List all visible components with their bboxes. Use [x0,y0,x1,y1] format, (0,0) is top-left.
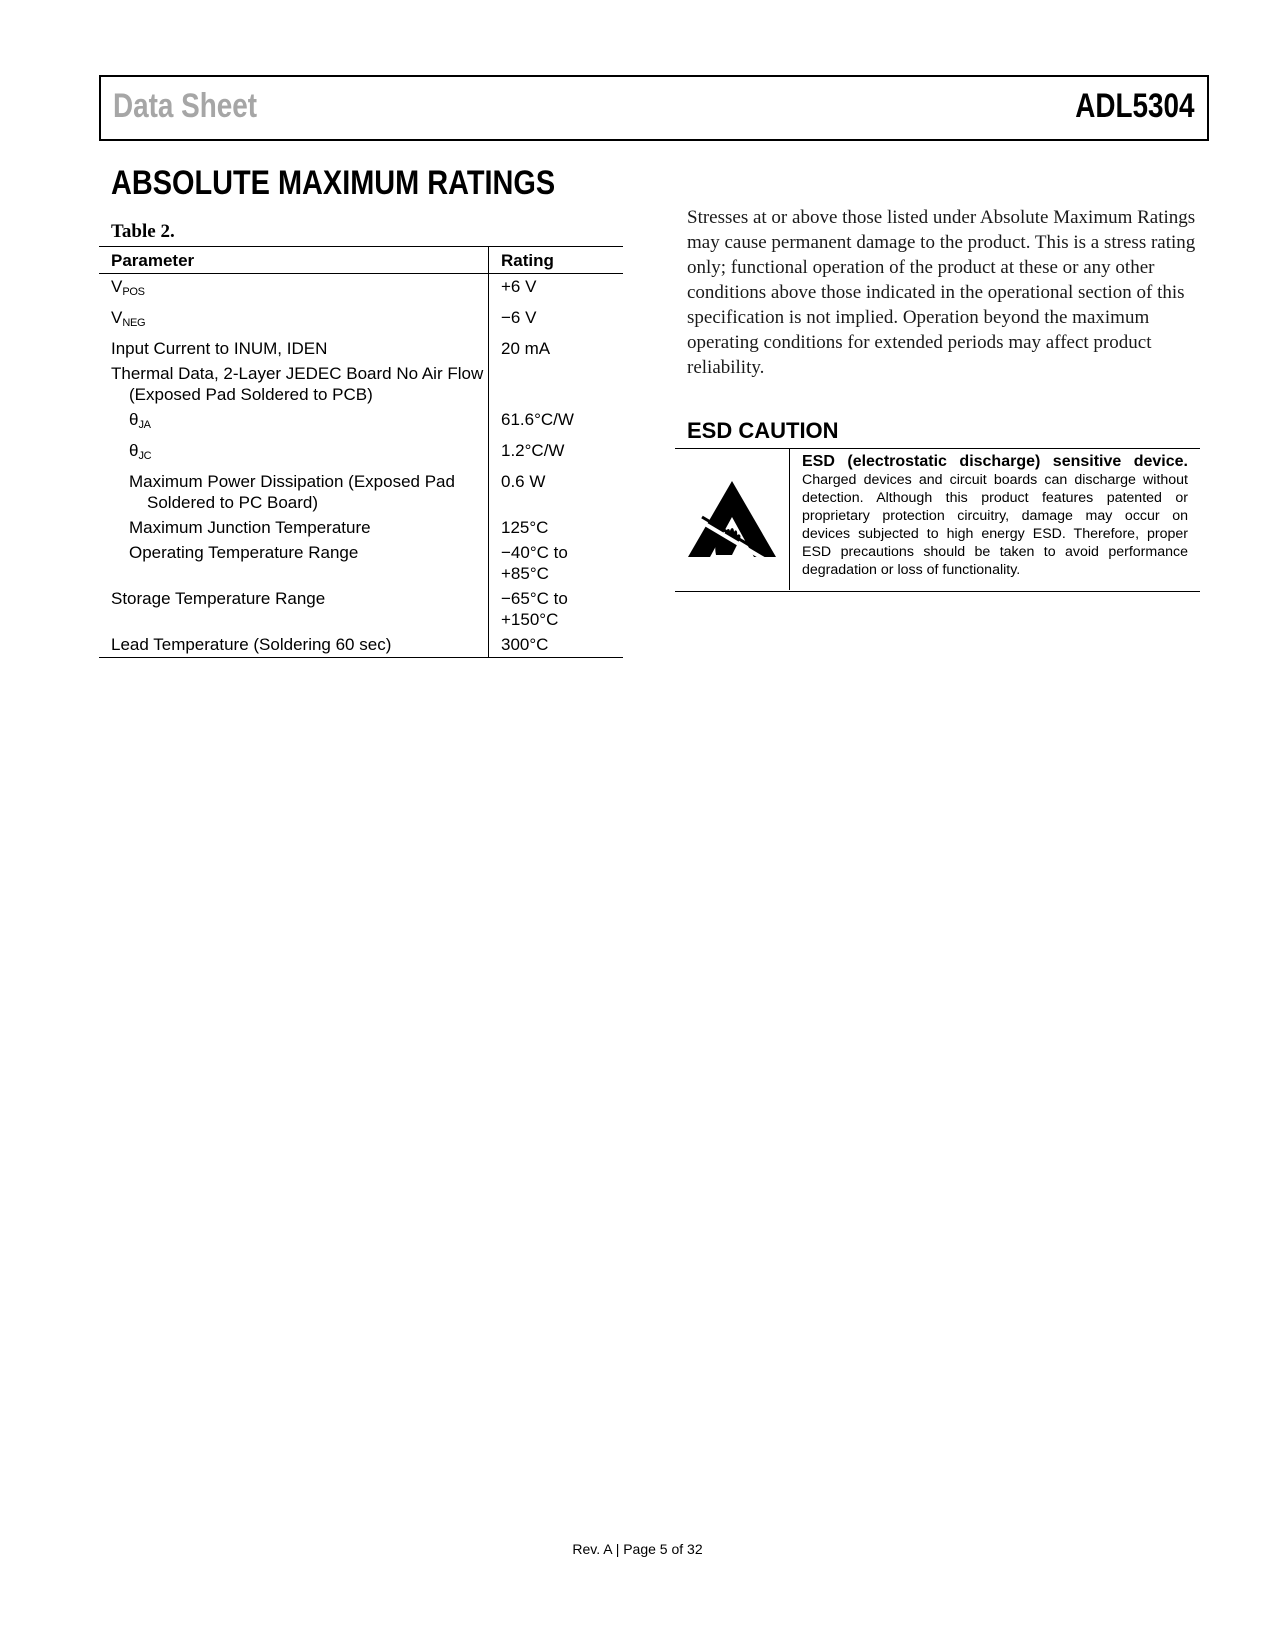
table-header-row [99,247,623,274]
rating-cell: +6 V [501,277,537,296]
table-row [99,407,623,438]
rating-cell: 0.6 W [501,472,546,491]
rating-cell: 125°C [501,518,549,537]
table-caption: Table 2. [111,221,175,242]
esd-icon-cell [675,449,790,590]
column-header-parameter: Parameter [99,247,489,274]
rating-cell: 1.2°C/W [501,441,565,460]
esd-caution-text [802,453,1188,579]
table-row [99,361,623,407]
doc-type-label: Data Sheet [113,87,258,125]
table-row [99,305,623,336]
param-cell: $\theta_{JC}$ [99,438,489,469]
table-row [99,274,623,306]
page-footer: Rev. A | Page 5 of 32 [572,1541,703,1557]
param-cell: Thermal Data, 2-Layer JEDEC Board No Air Flow (Exposed Pad Soldered to PCB) [99,361,489,407]
table-row [99,632,623,658]
section-title: ABSOLUTE MAXIMUM RATINGS [111,164,556,202]
param-cell: $\theta_{JA}$ [99,407,489,438]
param-cell: $V_{POS}$ [99,274,489,306]
param-cell: Storage Temperature Range [99,586,489,632]
rating-cell: −6 V [501,308,537,327]
table-row [99,586,623,632]
param-cell: Lead Temperature (Soldering 60 sec) [99,632,489,658]
esd-body-text: Charged devices and circuit boards can discharge without detection. Although this product features patented or proprietary protection circuitry, damage may occur on devices subjected to high energy ESD. Therefore, proper ESD precautions should be taken to avoid performance degradation or loss of functionality. [802,472,1188,578]
table-row [99,540,623,586]
esd-lead-text: ESD (electrostatic discharge) sensitive device. [802,453,1188,470]
stress-note-paragraph: Stresses at or above those listed under Absolute Maximum Ratings may cause permanent damage to the product. This is a stress rating only; functional operation of the product at these or any other conditions above those indicated in the operational section of this specification is not implied. Operation beyond the maximum operating conditions for extended periods may affect product reliability. [687,207,1196,378]
param-cell: Maximum Power Dissipation (Exposed Pad Soldered to PC Board) [99,469,489,515]
part-number: ADL5304 [1075,87,1195,125]
table-row [99,438,623,469]
table-row [99,336,623,361]
rating-cell: −40°C to +85°C [501,543,568,583]
rating-cell: −65°C to +150°C [501,589,568,629]
rating-cell: 20 mA [501,339,551,358]
column-header-rating: Rating [489,247,624,274]
param-cell: Operating Temperature Range [99,540,489,586]
ratings-table [99,246,623,658]
param-cell: $V_{NEG}$ [99,305,489,336]
param-cell: Maximum Junction Temperature [99,515,489,540]
table-row [99,469,623,515]
rating-cell: 61.6°C/W [501,410,574,429]
page-header [99,75,1209,141]
esd-caution-heading: ESD CAUTION [687,418,839,443]
esd-warning-icon [686,477,778,561]
param-cell: Input Current to INUM, IDEN [99,336,489,361]
esd-caution-box [675,448,1200,592]
table-row [99,515,623,540]
rating-cell [489,361,624,407]
rating-cell: 300°C [489,632,624,658]
